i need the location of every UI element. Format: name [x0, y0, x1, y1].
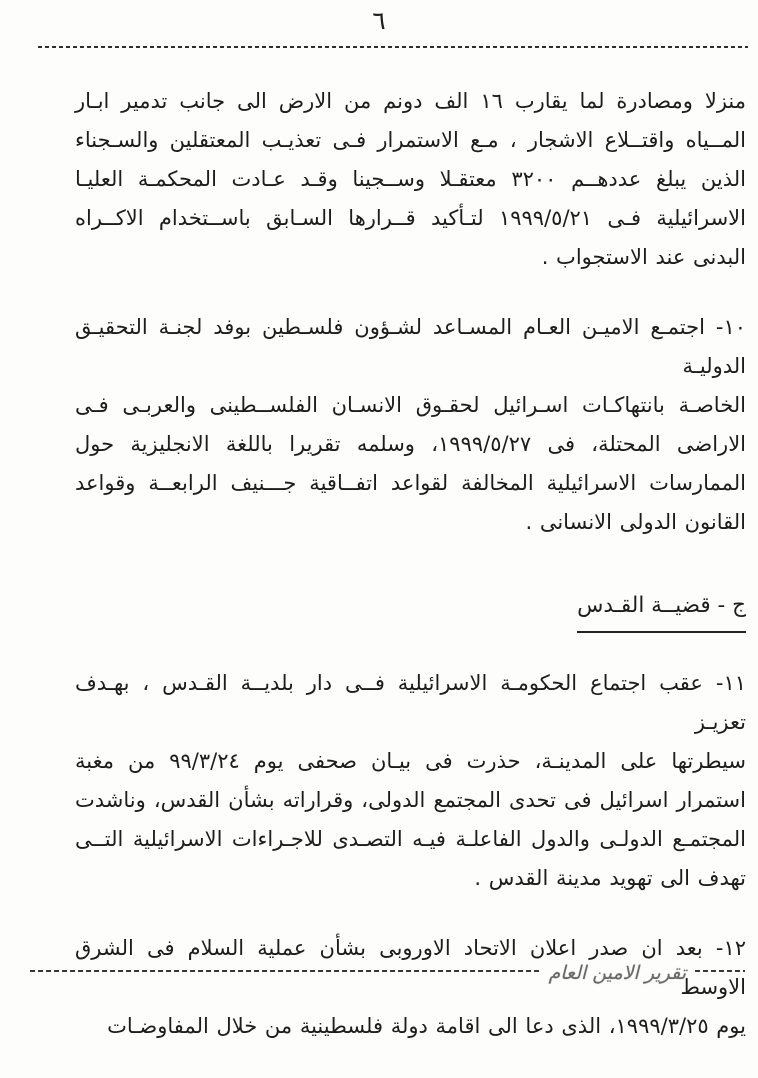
text-line: المجتمـع الدولـى والدول الفاعلـة فيـه التصـدى للاجـراءات الاسرائيلية التــى	[75, 827, 746, 851]
text-line: ١٢- بعد ان صدر اعلان الاتحاد الاوروبى بشأن عملية السلام فى الشرق الاوسط	[75, 936, 746, 999]
document-body	[0, 82, 758, 1046]
section-heading	[75, 586, 746, 633]
paragraph	[75, 82, 746, 277]
numbered-item	[75, 664, 746, 898]
text-line: تهدف الى تهويد مدينة القدس .	[474, 866, 746, 890]
text-line: القانون الدولى الانسانى .	[525, 510, 746, 534]
text-line: الاسرائيلية فـى ١٩٩٩/٥/٢١ لتـأكيد قــرارها السـابق باســتخدام الاكــراه	[75, 206, 746, 230]
text-line: الذين يبلغ عددهــم ٣٢٠٠ معتقـلا وســجينا وقـد عـادت المحكمـة العليـا	[75, 167, 746, 191]
numbered-item	[75, 308, 746, 542]
page-number: ٦	[372, 6, 386, 35]
page-header-divider	[38, 46, 748, 48]
text-line: الممارسات الاسرائيلية المخالفة لقواعد اتفــاقية جـــنيف الرابعــة وقواعد	[75, 471, 746, 495]
text-line: الاراضى المحتلة، فى ١٩٩٩/٥/٢٧، وسلمه تقريرا باللغة الانجليزية حول	[75, 432, 747, 456]
text-line: البدنى عند الاستجواب .	[541, 245, 746, 269]
text-line: ١٠- اجتمـع الاميـن العـام المسـاعد لشـؤون فلسـطين بوفد لجنـة التحقيـق الدوليـة	[75, 315, 746, 378]
footer	[30, 948, 745, 994]
text-line: الخاصـة بانتهاكـات اسـرائيل لحقـوق الانسـان الفلســطينى والعربـى فـى	[75, 393, 746, 417]
section-heading-text: ج - قضيــة القـدس	[577, 586, 746, 633]
text-line: المــياه واقتــلاع الاشجار ، مـع الاستمرار فـى تعذيـب المعتقلين والسـجناء	[75, 128, 746, 152]
text-line: استمرار اسرائيل فى تحدى المجتمع الدولى، وقراراته بشأن القدس، وناشدت	[75, 788, 746, 812]
text-line: منزلا ومصادرة لما يقارب ١٦ الف دونم من الارض الى جانب تدمير ابـار	[75, 89, 746, 113]
text-line: يوم ١٩٩٩/٣/٢٥، الذى دعا الى اقامة دولة فلسطينية من خلال المفاوضـات	[107, 1014, 746, 1038]
secretary-report-stamp: تقرير الامين العام	[548, 962, 686, 984]
text-line: سيطرتها على المدينـة، حذرت فى بيـان صحفى يوم ٩٩/٣/٢٤ من مغبة	[75, 749, 746, 773]
footer-rule-long	[30, 970, 539, 972]
footer-rule-short	[695, 970, 745, 972]
text-line: ١١- عقب اجتماع الحكومـة الاسرائيلية فــى دار بلديــة القـدس ، بهـدف تعزيـز	[75, 671, 746, 734]
